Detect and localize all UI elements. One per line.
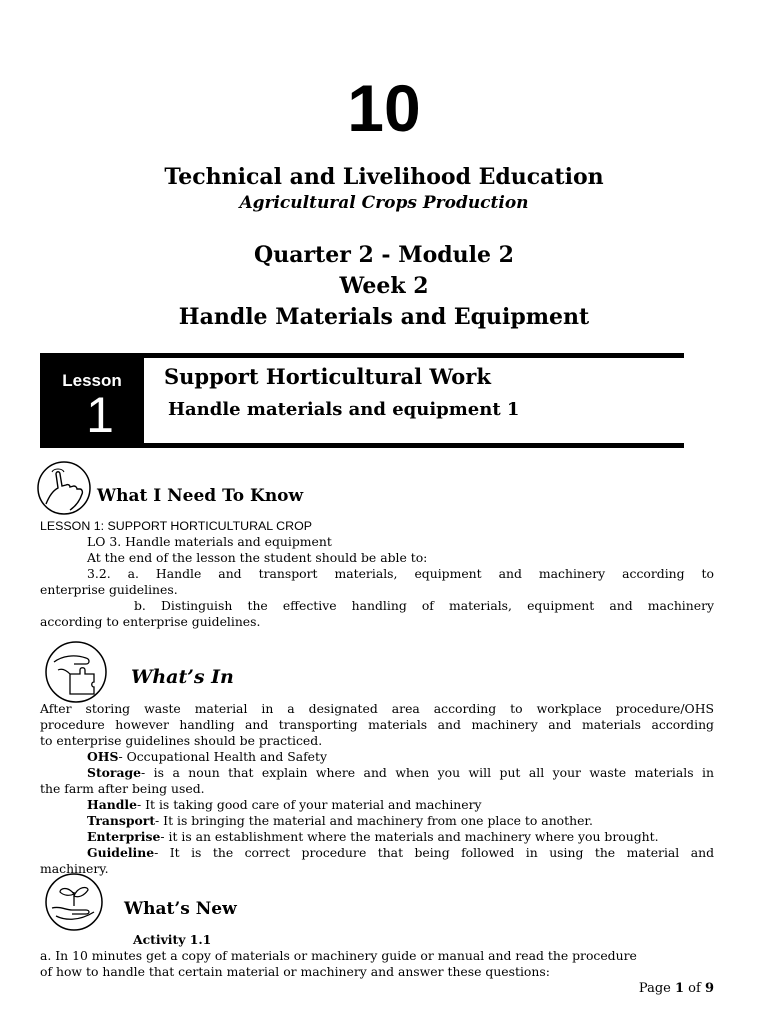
objective-line: LO 3. Handle materials and equipment [87,534,332,549]
grade-number: 10 [347,71,421,145]
page-total: 9 [704,981,714,996]
week-label: Week 2 [339,273,429,299]
lesson-header [40,353,684,448]
pointing-hand-icon [34,460,96,516]
definition-storage [40,765,714,781]
seedling-hand-icon [42,872,106,932]
need-to-know-lesson [40,518,714,534]
definition-handle [40,797,714,813]
whats-in-heading: What’s In [131,666,234,688]
lesson-title: Support Horticultural Work [164,364,491,389]
page-number: 1 [674,981,685,996]
objective-line: according to enterprise guidelines. [40,614,261,629]
definition: - It is the correct procedure that being followed in using the material and [154,845,714,860]
objective-line: b. Distinguish the effective handling of materials, equipment and machinery [134,598,714,613]
definition-enterprise [40,829,714,845]
term: Enterprise [87,829,161,844]
definition: - It is bringing the material and machinery from one place to another. [155,813,593,828]
objective-line: LESSON 1: SUPPORT HORTICULTURAL CROP [40,519,312,533]
paragraph-line: to enterprise guidelines should be practiced. [40,733,323,748]
paragraph-line: After storing waste material in a designated area according to workplace procedure/OHS [40,701,714,716]
module-title: Handle Materials and Equipment [178,304,590,330]
definition: - It is taking good care of your material and machinery [137,797,482,812]
term: Storage [87,765,142,780]
activity-line: a. In 10 minutes get a copy of materials or machinery guide or manual and read the procedure [40,948,637,963]
lesson-badge [40,353,144,448]
lesson-label: Lesson [62,371,122,390]
activity-title: Activity 1.1 [133,932,212,947]
term: Handle [87,797,137,812]
definition: - is a noun that explain where and when you will put all your waste materials in [141,765,714,780]
lesson-number: 1 [86,387,114,443]
page-footer [639,980,714,998]
objective-line: 3.2. a. Handle and transport materials, equipment and machinery according to [87,566,714,581]
need-to-know-heading: What I Need To Know [97,486,304,506]
quarter-module: Quarter 2 - Module 2 [254,242,514,268]
definition-continuation: machinery. [40,861,109,876]
objective-line: At the end of the lesson the student should be able to: [87,550,428,565]
term: Guideline [87,845,155,860]
whats-new-body [40,932,714,980]
objective-line: enterprise guidelines. [40,582,178,597]
definition: - Occupational Health and Safety [118,749,327,764]
definition-transport [40,813,714,829]
lesson-rule-bottom [144,443,684,448]
term: Transport [87,813,156,828]
activity-line: of how to handle that certain material or machinery and answer these questions: [40,964,550,979]
lesson-rule-top [144,353,684,358]
paragraph-line: procedure however handling and transporting materials and machinery and materials according [40,717,714,732]
term: OHS [87,749,119,764]
definition-ohs [40,749,714,765]
lesson-subtitle: Handle materials and equipment 1 [168,399,520,420]
whats-new-heading: What’s New [124,899,237,919]
page-label: Page [638,981,671,996]
of-label: of [688,981,701,996]
subject-title: Technical and Livelihood Education [164,164,604,190]
definition-continuation: the farm after being used. [40,781,205,796]
definition-guideline [40,845,714,861]
whats-in-body [40,701,714,877]
strand-title: Agricultural Crops Production [239,193,529,213]
need-to-know-body [40,534,714,630]
definition: - it is an establishment where the materials and machinery where you brought. [160,829,659,844]
puzzle-hand-icon [40,640,112,704]
